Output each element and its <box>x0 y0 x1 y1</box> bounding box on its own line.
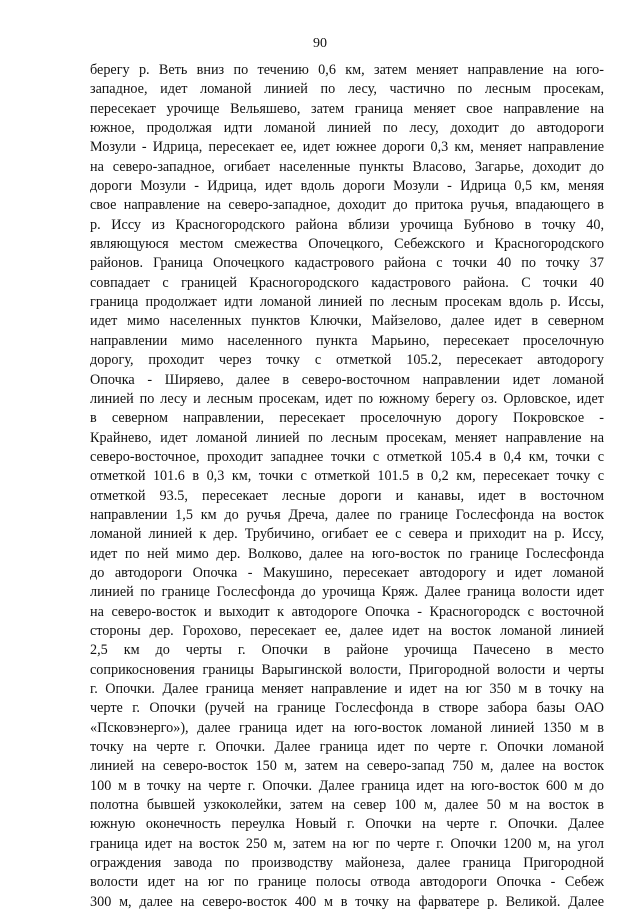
text-line: соприкосновения границы Варыгинской волости, Пригородной волости и черты <box>90 661 604 678</box>
text-line: ломаной линией к дер. Трубичино, огибает ее с севера и приходит на р. Иссу, <box>90 526 604 543</box>
text-line: на северо-восток и выходит к автодороге Опочка - Красногородск с восточной <box>90 603 604 620</box>
text-line: точку на черте г. Опочки. Далее граница идет по черте г. Опочки ломаной <box>90 739 604 756</box>
text-line: районов. Граница Опочецкого кадастрового района с точки 40 по точку 37 <box>90 255 604 272</box>
text-line: 2,5 км до черты г. Опочки в районе урочища Пачесено в место <box>90 642 604 659</box>
text-line: «Псковэнерго»), далее граница идет на юго-восток ломаной линией 1350 м в <box>90 719 604 736</box>
text-line: полотна бывшей узкоколейки, затем на север 100 м, далее 50 м на восток в <box>90 797 604 814</box>
text-line: направлении мимо населенного пункта Марьино, пересекает проселочную <box>90 332 604 349</box>
text-line: дорогу, проходит через точку с отметкой 105.2, пересекает автодорогу <box>90 352 604 369</box>
body-text <box>90 61 604 912</box>
text-line: 100 м в точку на черте г. Опочки. Далее граница идет на юго-восток 600 м до <box>90 777 604 794</box>
text-line: до автодороги Опочка - Макушино, пересекает автодорогу и идет ломаной <box>90 564 604 581</box>
text-line: г. Опочки. Далее граница меняет направление и идет на юг 350 м в точку на <box>90 681 604 697</box>
text-line: стороны дер. Горохово, пересекает ее, далее идет на восток ломаной линией <box>90 622 604 639</box>
text-line: р. Иссу из Красногородского района вблизи урочища Бубново в точку 40, <box>90 216 604 233</box>
text-line: идет по ней мимо дер. Волково, далее на юго-восток по границе Гослесфонда <box>90 545 604 562</box>
text-line: граница продолжает идти ломаной линией по лесным просекам вдоль р. Иссы, <box>90 294 604 311</box>
text-line: отметкой 101.6 в 0,3 км, точки с отметкой 101.5 в 0,2 км, пересекает точку с <box>90 468 604 485</box>
text-line: линией на северо-восток 150 м, затем на северо-запад 750 м, далее на восток <box>90 758 604 775</box>
text-line: свое направление на северо-западное, доходит до притока ручья, впадающего в <box>90 197 604 214</box>
text-line: на северо-западное, огибает населенные пункты Власово, Загарье, доходит до <box>90 158 604 175</box>
text-line: черте г. Опочки (ручей на границе Гослесфонда в створе забора базы ОАО <box>90 700 604 717</box>
text-line: западное, идет ломаной линией по лесу, частично по лесным просекам, <box>90 81 604 98</box>
text-line: пересекает урочище Вельяшево, затем граница меняет свое направление на <box>90 100 604 117</box>
text-line: Крайнево, идет ломаной линией по лесным просекам, меняет направление на <box>90 429 604 446</box>
text-line: линией по границе Гослесфонда до урочища Кряж. Далее граница волости идет <box>90 584 604 601</box>
text-line: отметкой 93.5, пересекает лесные дороги и канавы, идет в восточном <box>90 487 604 504</box>
text-line: в северном направлении, пересекает проселочную дорогу Покровское - <box>90 410 604 427</box>
text-line: северо-восточное, проходит западнее точки с отметкой 105.4 в 0,4 км, точки с <box>90 448 604 465</box>
text-line: линией по лесу и лесным просекам, идет по южному берегу оз. Орловское, идет <box>90 390 604 407</box>
text-line: Мозули - Идрица, пересекает ее, идет южнее дороги 0,3 км, меняет направление <box>90 139 604 156</box>
text-line: 300 м, далее на северо-восток 400 м в точку на фарватере р. Великой. Далее <box>90 893 604 910</box>
text-line: направлении 1,5 км до ручья Дреча, далее по границе Гослесфонда на восток <box>90 506 604 523</box>
text-line: граница идет на восток 250 м, затем на юг по черте г. Опочки 1200 м, на угол <box>90 835 604 852</box>
text-line: берегу р. Веть вниз по течению 0,6 км, затем меняет направление на юго- <box>90 62 604 78</box>
text-line: ограждения завода по производству майонеза, далее граница Пригородной <box>90 855 604 872</box>
text-line: волости идет на юг по границе полосы отвода автодороги Опочка - Себеж <box>90 874 604 891</box>
text-line: являющуюся местом смежества Опочецкого, Себежского и Красногородского <box>90 236 604 253</box>
text-line: южную оконечность переулка Новый г. Опочки на черте г. Опочки. Далее <box>90 816 604 833</box>
page-number: 90 <box>313 36 327 51</box>
text-line: Опочка - Ширяево, далее в северо-восточном направлении идет ломаной <box>90 371 604 388</box>
text-line: идет мимо населенных пунктов Ключки, Майзелово, далее идет в северном <box>90 313 604 330</box>
text-line: дороги Мозули - Идрица, идет вдоль дороги Мозули - Идрица 0,5 км, меняя <box>90 178 604 195</box>
text-line: совпадает с границей Красногородского кадастрового района. С точки 40 <box>90 274 604 291</box>
text-line: южное, продолжая идти ломаной линией по лесу, доходит до автодороги <box>90 120 604 137</box>
